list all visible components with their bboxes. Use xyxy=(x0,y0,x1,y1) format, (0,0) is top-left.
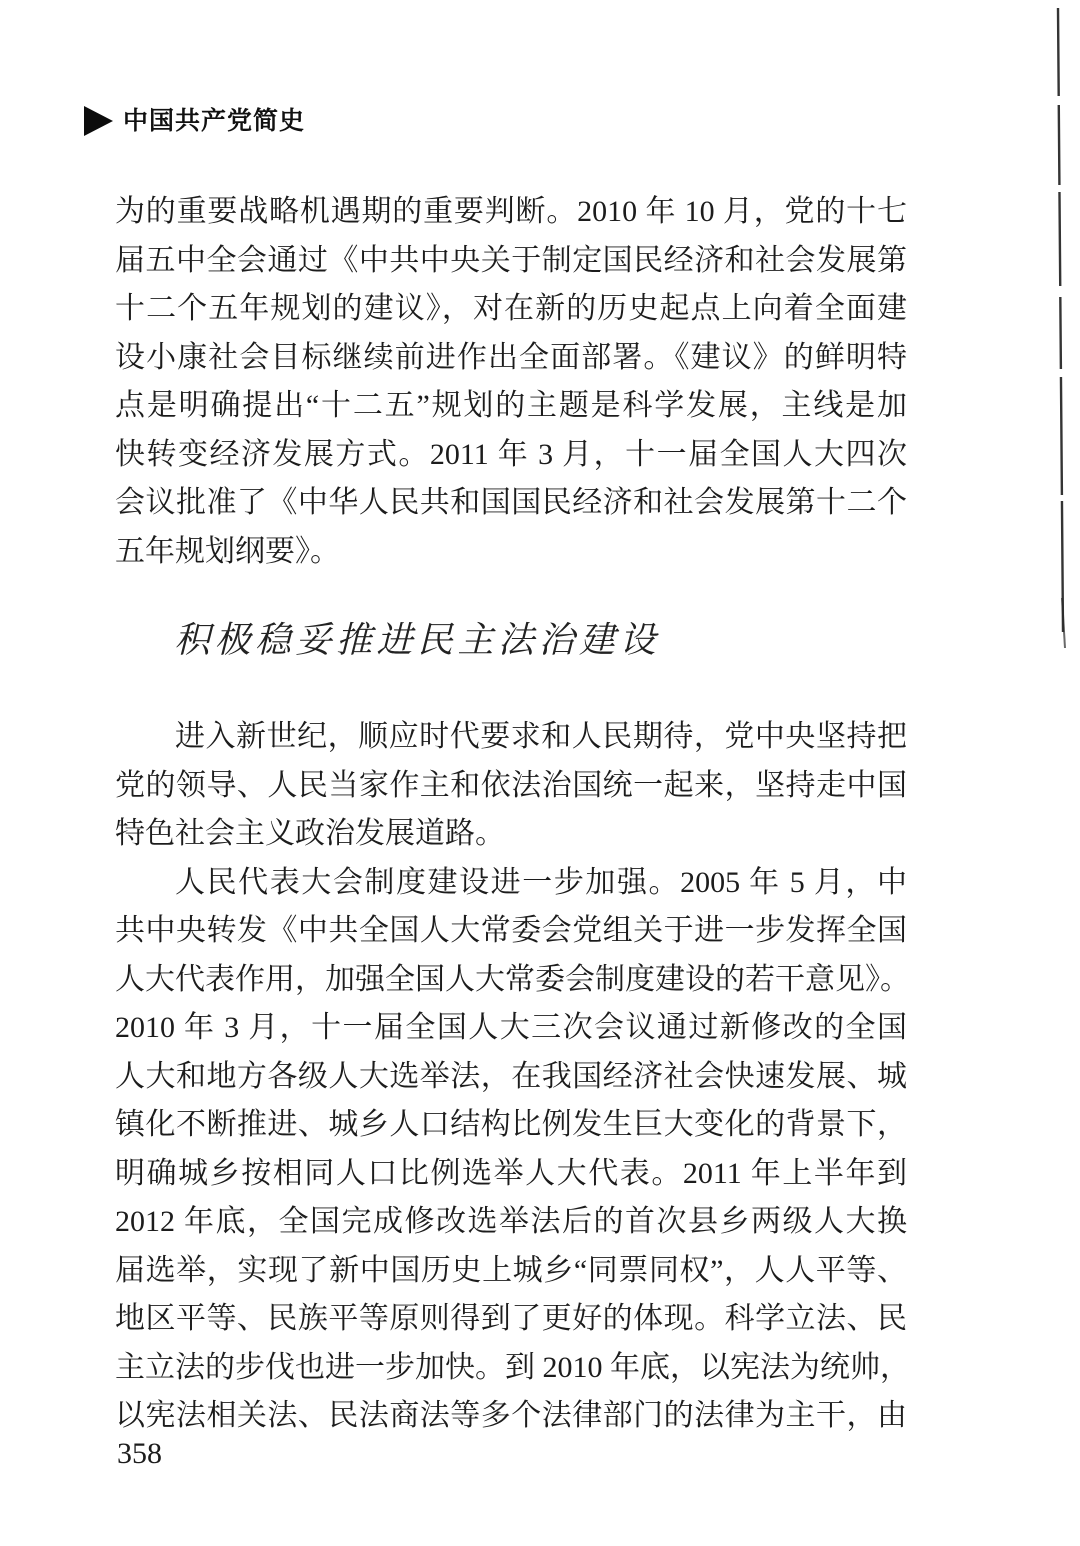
text-line: 届选举，实现了新中国历史上城乡“同票同权”，人人平等、 xyxy=(115,1253,907,1287)
text-line: 党的领导、人民当家作主和依法治国统一起来，坚持走中国 xyxy=(115,768,907,802)
book-title: 中国共产党简史 xyxy=(123,107,306,135)
text-line: 2010 年 3 月，十一届全国人大三次会议通过新修改的全国 xyxy=(115,1011,907,1044)
text-line: 为的重要战略机遇期的重要判断。2010 年 10 月，党的十七 xyxy=(115,195,907,228)
text-line: 五年规划纲要》。 xyxy=(115,534,340,568)
text-line: 届五中全会通过《中共中央关于制定国民经济和社会发展第 xyxy=(115,243,907,277)
text-line: 十二个五年规划的建议》，对在新的历史起点上向着全面建 xyxy=(115,292,907,325)
text-content xyxy=(115,188,910,1441)
text-line: 主立法的步伐也进一步加快。到 2010 年底，以宪法为统帅， xyxy=(115,1350,910,1384)
paragraph xyxy=(115,188,907,576)
paragraph xyxy=(115,713,907,859)
text-line: 人大代表作用，加强全国人大常委会制度建设的若干意见》。 xyxy=(115,962,910,996)
page-number: 358 xyxy=(117,1437,162,1470)
text-line: 人民代表大会制度建设进一步加强。2005 年 5 月，中 xyxy=(175,865,907,899)
text-line: 人大和地方各级人大选举法，在我国经济社会快速发展、城 xyxy=(115,1059,907,1093)
right-triangle-icon xyxy=(84,106,113,136)
text-line: 会议批准了《中华人民共和国国民经济和社会发展第十二个 xyxy=(115,486,907,519)
paragraph xyxy=(115,859,910,1441)
text-line: 共中央转发《中共全国人大常委会党组关于进一步发挥全国 xyxy=(115,914,907,947)
text-line: 以宪法相关法、民法商法等多个法律部门的法律为主干，由 xyxy=(115,1399,907,1432)
text-line: 特色社会主义政治发展道路。 xyxy=(115,817,505,850)
section-heading: 积极稳妥推进民主法治建设 xyxy=(174,620,661,660)
text-line: 点是明确提出“十二五”规划的主题是科学发展，主线是加 xyxy=(115,389,907,422)
text-line: 明确城乡按相同人口比例选举人大代表。2011 年上半年到 xyxy=(115,1156,907,1190)
text-line: 2012 年底，全国完成修改选举法后的首次县乡两级人大换 xyxy=(115,1205,907,1238)
text-line: 镇化不断推进、城乡人口结构比例发生巨大变化的背景下， xyxy=(115,1108,907,1141)
text-line: 地区平等、民族平等原则得到了更好的体现。科学立法、民 xyxy=(115,1302,907,1335)
text-line: 设小康社会目标继续前进作出全面部署。《建议》的鲜明特 xyxy=(115,340,907,374)
text-line: 进入新世纪，顺应时代要求和人民期待，党中央坚持把 xyxy=(175,720,907,753)
scan-artifact-line xyxy=(1048,0,1072,700)
text-line: 快转变经济发展方式。2011 年 3 月，十一届全国人大四次 xyxy=(115,437,907,471)
book-header xyxy=(84,106,305,136)
